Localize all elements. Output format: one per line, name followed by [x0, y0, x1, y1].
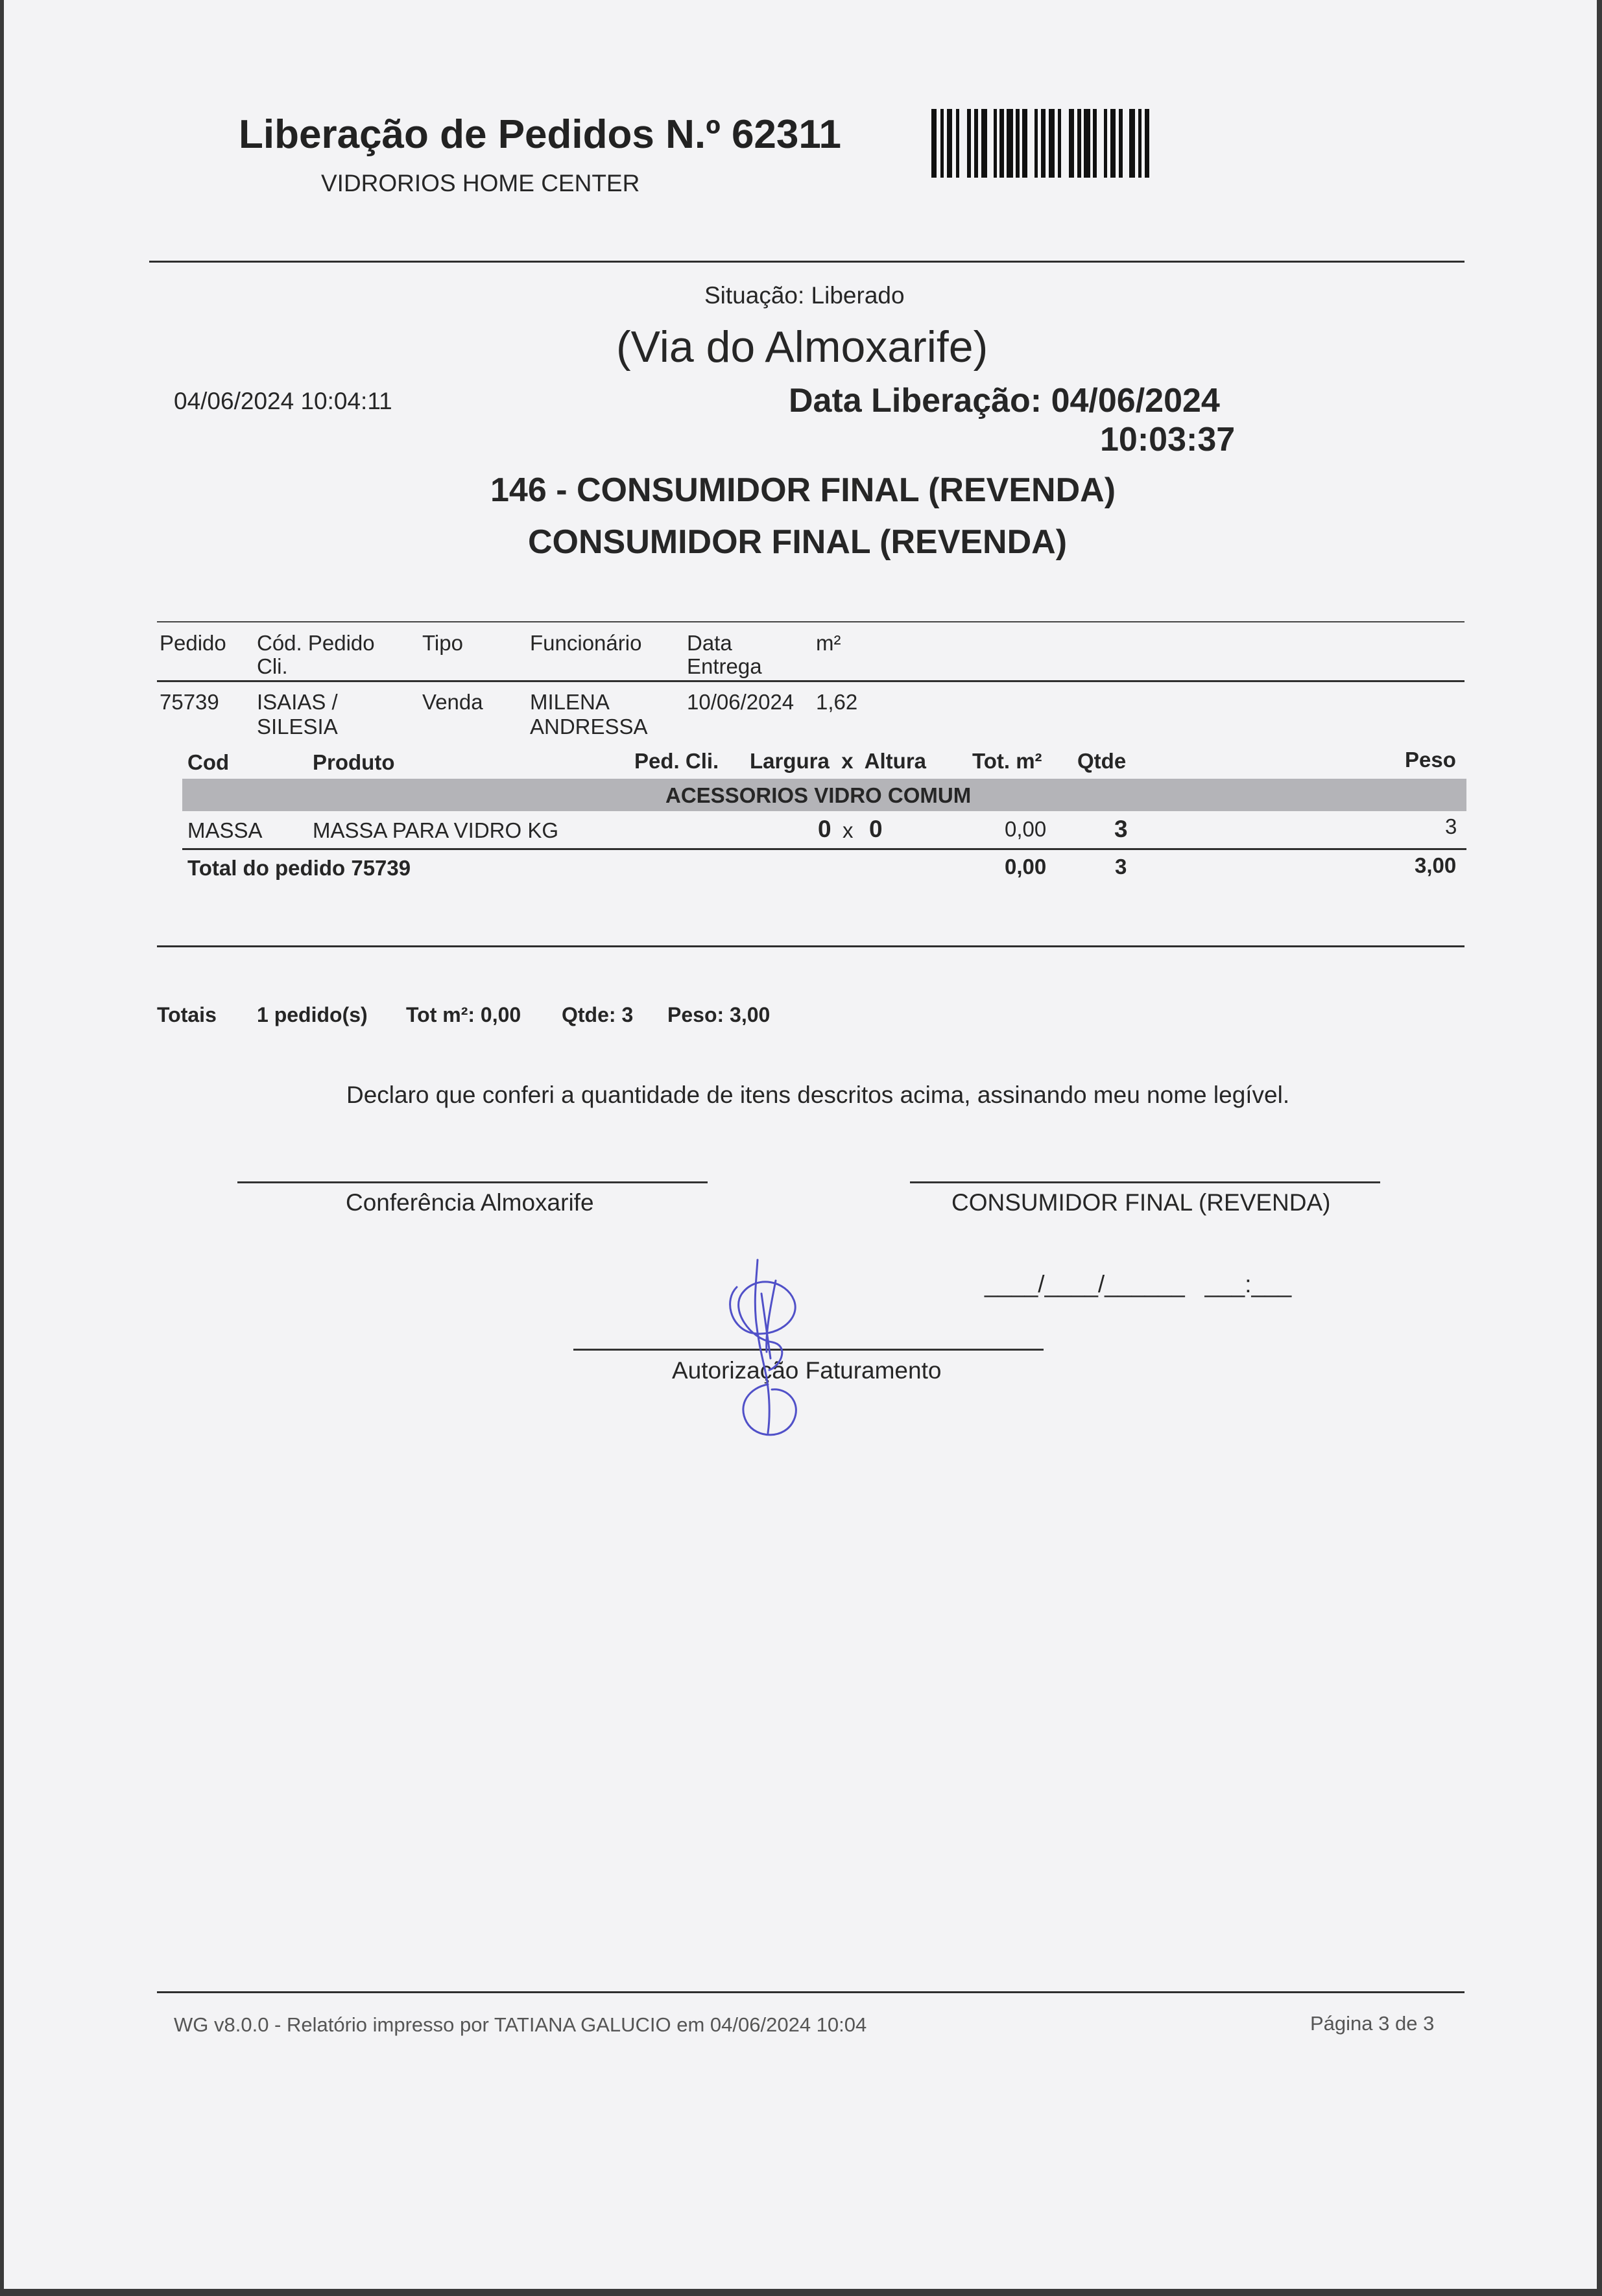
- signature-label-left: Conferência Almoxarife: [346, 1189, 594, 1216]
- items-col-largura-altura: Largura x Altura: [750, 749, 927, 773]
- order-total-peso: 3,00: [1415, 853, 1457, 877]
- items-col-ped-cli: Ped. Cli.: [634, 749, 719, 773]
- group-header-label: ACESSORIOS VIDRO COMUM: [665, 783, 972, 807]
- header-divider: [149, 261, 1465, 263]
- item-tot-m2: 0,00: [1005, 817, 1047, 841]
- client-line-1: 146 - CONSUMIDOR FINAL (REVENDA): [490, 471, 1116, 509]
- m2-value: 1,62: [816, 690, 858, 714]
- col-data: Data: [687, 631, 732, 655]
- funcionario-line-2: ANDRESSA: [530, 715, 648, 739]
- signature-line-right: [910, 1181, 1380, 1183]
- status-text: Situação: Liberado: [704, 282, 905, 309]
- col-funcionario: Funcionário: [530, 631, 642, 655]
- item-largura: 0: [818, 816, 831, 842]
- item-altura: 0: [869, 816, 883, 842]
- item-produto: MASSA PARA VIDRO KG: [313, 818, 559, 842]
- signature-label-right: CONSUMIDOR FINAL (REVENDA): [951, 1189, 1331, 1216]
- authorization-label: Autorização Faturamento: [672, 1357, 942, 1384]
- items-total-divider: [182, 848, 1466, 850]
- items-col-tot-m2: Tot. m²: [972, 749, 1042, 773]
- item-cod: MASSA: [187, 818, 263, 842]
- col-tipo: Tipo: [422, 631, 463, 655]
- document-title: Liberação de Pedidos N.º 62311: [239, 112, 841, 157]
- totals-label: Totais: [157, 1003, 217, 1026]
- order-total-label: Total do pedido 75739: [187, 856, 411, 880]
- pedido-number: 75739: [160, 690, 219, 714]
- col-cod-pedido-cli: Cli.: [257, 654, 288, 678]
- order-table-header-border: [157, 680, 1465, 682]
- declaration-text: Declaro que conferi a quantidade de itens descritos acima, assinando meu nome legível.: [346, 1082, 1290, 1108]
- copy-type: (Via do Almoxarife): [616, 322, 988, 372]
- items-col-produto: Produto: [313, 750, 395, 774]
- company-name: VIDRORIOS HOME CENTER: [321, 170, 640, 196]
- order-table-top-border: [157, 621, 1465, 622]
- client-line-2: CONSUMIDOR FINAL (REVENDA): [528, 523, 1068, 561]
- cod-cli-line-2: SILESIA: [257, 715, 338, 739]
- page-number: Página 3 de 3: [1310, 2012, 1435, 2035]
- totals-m2: Tot m²: 0,00: [406, 1003, 521, 1026]
- col-m2: m²: [816, 631, 841, 655]
- col-data-entrega: Entrega: [687, 654, 762, 678]
- col-cod-pedido: Cód. Pedido: [257, 631, 375, 655]
- totals-pedidos: 1 pedido(s): [257, 1003, 368, 1026]
- date-time-blank: ____/____/______ ___:___: [985, 1271, 1292, 1297]
- items-col-cod: Cod: [187, 750, 230, 774]
- order-total-m2: 0,00: [1005, 855, 1047, 879]
- item-qtde: 3: [1114, 816, 1128, 842]
- totals-divider: [157, 945, 1465, 947]
- footer-printed-by: WG v8.0.0 - Relatório impresso por TATIANA GALUCIO em 04/06/2024 10:04: [174, 2013, 867, 2036]
- print-timestamp: 04/06/2024 10:04:11: [174, 388, 392, 414]
- tipo-value: Venda: [422, 690, 483, 714]
- release-date: Data Liberação: 04/06/2024: [789, 382, 1220, 420]
- item-x-separator: x: [843, 818, 854, 842]
- funcionario-line-1: MILENA: [530, 690, 610, 714]
- item-peso: 3: [1445, 814, 1457, 838]
- handwritten-signature: [711, 1255, 828, 1446]
- cod-cli-line-1: ISAIAS /: [257, 690, 338, 714]
- order-total-qtde: 3: [1115, 855, 1127, 879]
- footer-divider: [157, 1991, 1465, 1993]
- barcode: [931, 109, 1158, 178]
- items-col-qtde: Qtde: [1077, 749, 1127, 773]
- items-col-peso: Peso: [1405, 748, 1456, 772]
- release-time: 10:03:37: [1100, 421, 1236, 458]
- col-pedido: Pedido: [160, 631, 226, 655]
- signature-line-left: [237, 1181, 708, 1183]
- totals-peso: Peso: 3,00: [667, 1003, 771, 1026]
- totals-qtde: Qtde: 3: [562, 1003, 634, 1026]
- data-entrega-value: 10/06/2024: [687, 690, 795, 714]
- document-page: [4, 0, 1597, 2289]
